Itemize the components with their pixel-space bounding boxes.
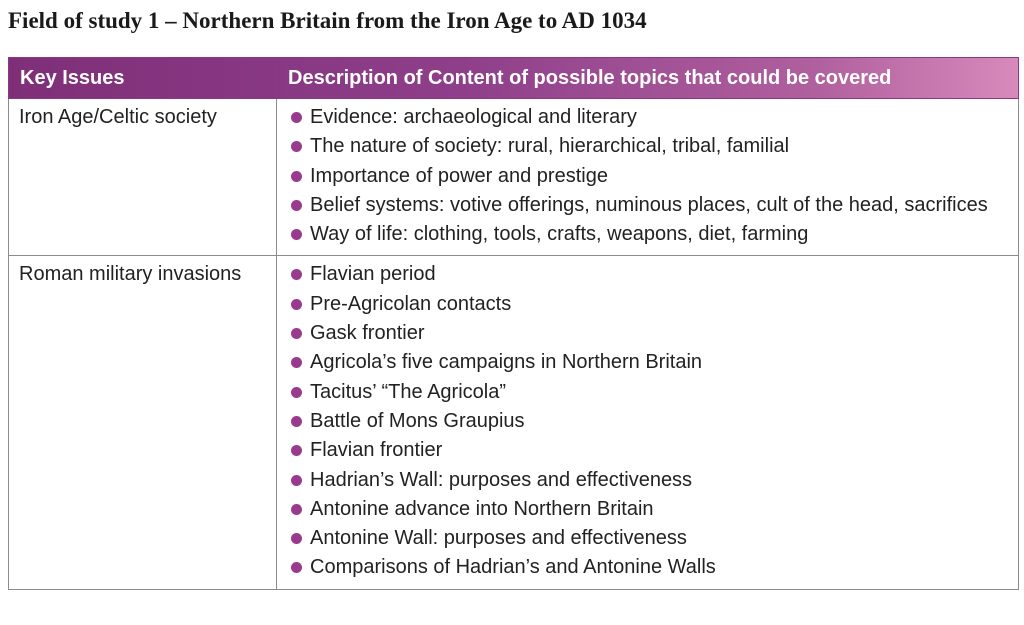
header-key-issues: Key Issues [9,58,277,99]
topic-list [288,103,1008,249]
list-item: Pre-Agricolan contacts [288,290,1008,319]
table-row [9,99,1019,256]
list-item: Flavian period [288,260,1008,289]
list-item: Antonine advance into Northern Britain [288,495,1008,524]
list-item: Comparisons of Hadrian’s and Antonine Walls [288,553,1008,582]
list-item: Tacitus’ “The Agricola” [288,378,1008,407]
list-item: Gask frontier [288,319,1008,348]
table-header-row [9,58,1019,99]
list-item: Evidence: archaeological and literary [288,103,1008,132]
key-issue-cell: Roman military invasions [9,256,277,589]
topics-cell [277,256,1019,589]
key-issue-cell: Iron Age/Celtic society [9,99,277,256]
list-item: Belief systems: votive offerings, numinous places, cult of the head, sacrifices [288,191,1008,220]
list-item: Flavian frontier [288,436,1008,465]
list-item: Hadrian’s Wall: purposes and effectiveness [288,466,1008,495]
list-item: Importance of power and prestige [288,162,1008,191]
topics-cell [277,99,1019,256]
page-title: Field of study 1 – Northern Britain from the Iron Age to AD 1034 [8,8,647,33]
list-item: Agricola’s five campaigns in Northern Britain [288,348,1008,377]
header-description: Description of Content of possible topics that could be covered [277,58,1019,99]
table-row [9,256,1019,589]
list-item: The nature of society: rural, hierarchical, tribal, familial [288,132,1008,161]
list-item: Battle of Mons Graupius [288,407,1008,436]
list-item: Antonine Wall: purposes and effectiveness [288,524,1008,553]
topic-list [288,260,1008,582]
list-item: Way of life: clothing, tools, crafts, weapons, diet, farming [288,220,1008,249]
topics-table [8,57,1019,590]
